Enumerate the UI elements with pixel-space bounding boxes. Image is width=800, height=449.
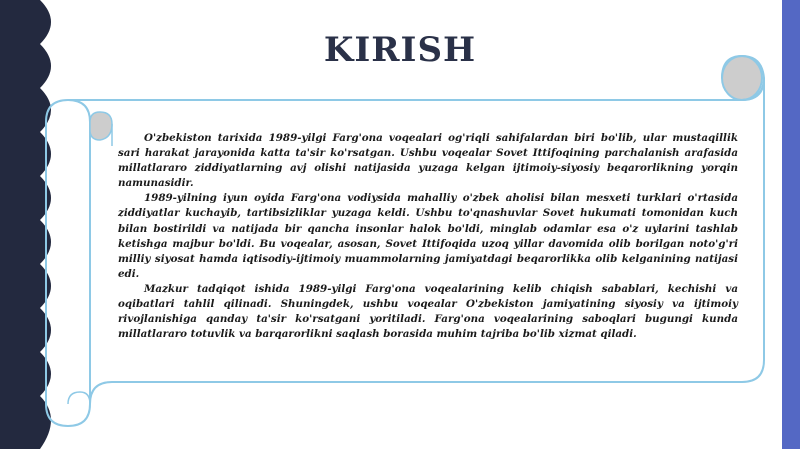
scroll-bottom-roll: [68, 392, 90, 404]
paragraph-1: O'zbekiston tarixida 1989-yilgi Farg'ona voqealari og'riqli sahifalardan biri bo'lib, ular mustaqillik sari harakat jarayonida katta ta'sir ko'rsatgan. Ushbu voqealar Sovet Ittifoqining parchalanish arafasida millatlararo ziddiyatlarning avj olishi natijasida yuzaga kelgan ijtimoiy-siyosiy beqarorlikning yorqin namunasidir.: [118, 132, 738, 190]
paragraph-3: Mazkur tadqiqot ishida 1989-yilgi Farg'ona voqealarining kelib chiqish sabablari, kechishi va oqibatlari tahlil qilinadi. Shuningdek, ushbu voqealar O'zbekiston jamiyatining siyosiy va ijtimoiy rivojlanishiga qanday ta'sir ko'rsatgani yoritiladi. Farg'ona voqealarining saboqlari bugungi kunda millatlararo totuvlik va barqarorlikni saqlash borasida muhim tajriba bo'lib xizmat qiladi.: [118, 282, 738, 341]
paragraph-2: 1989-yilning iyun oyida Farg'ona vodiysida mahalliy o'zbek aholisi bilan mesxeti turklari o'rtasida ziddiyatlar kuchayib, tartibsizliklar yuzaga keldi. Ushbu to'qnashuvlar Sovet hukumati tomonidan kuch bilan bostirildi va natijada bir qancha insonlar halok bo'ldi, minglab odamlar esa o'z uylarini tashlab ketishga majbur bo'ldi. Bu voqealar, asosan, Sovet Ittifoqida uzoq yillar davomida olib borilgan noto'g'ri milliy siyosat hamda iqtisodiy-ijtimoiy muammolarning jamiyatdagi beqarorlikka olib kelganining natijasi edi.: [118, 192, 738, 280]
body-text: [118, 131, 738, 342]
scroll-left-curl: [90, 112, 112, 140]
scroll-left-fold: [68, 100, 90, 404]
slide-title: KIRISH: [323, 30, 477, 70]
